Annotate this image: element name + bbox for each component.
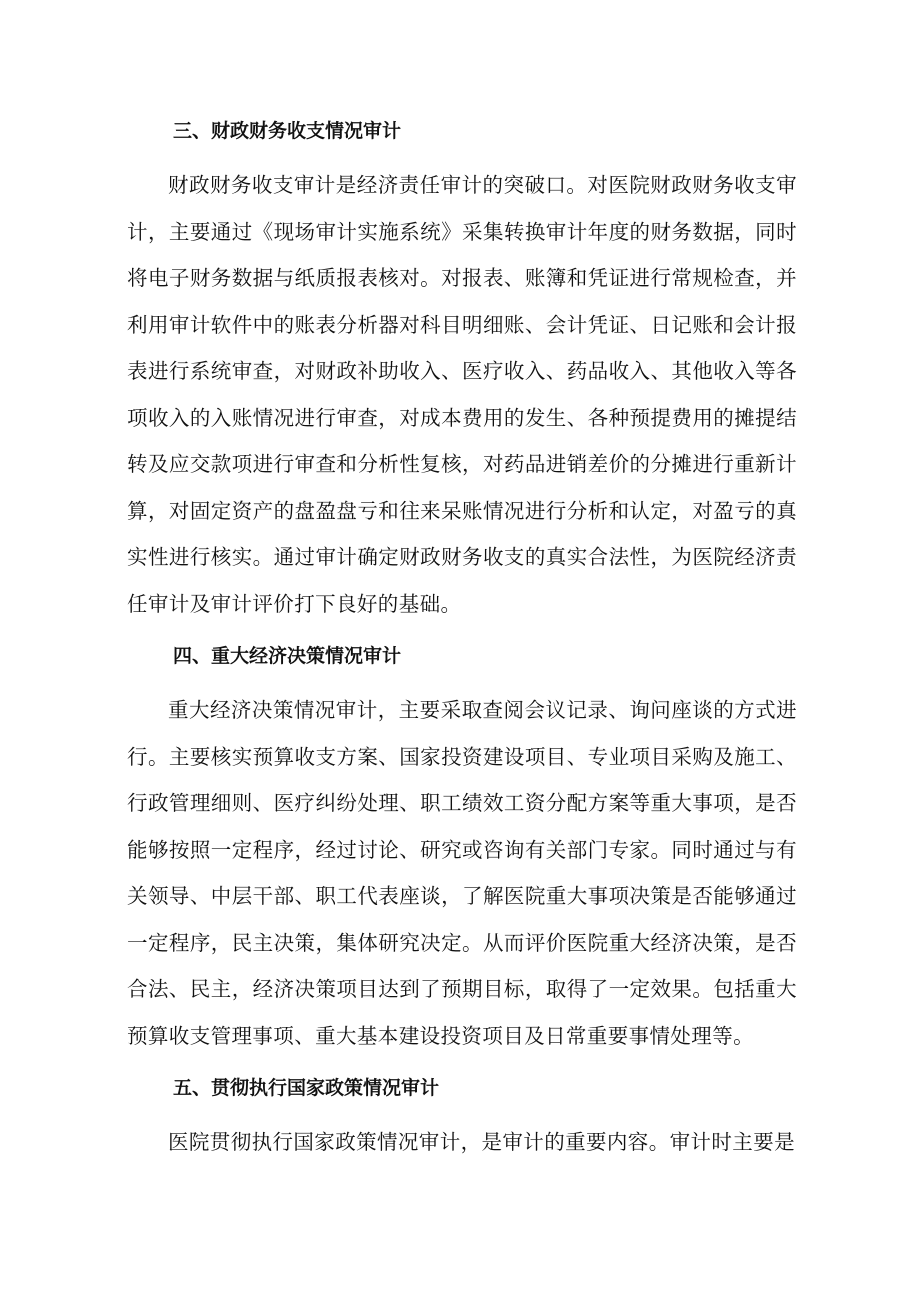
- section-paragraph-4: 重大经济决策情况审计，主要采取查阅会议记录、询问座谈的方式进行。主要核实预算收支方案、国家投资建设项目、专业项目采购及施工、行政管理细则、医疗纠纷处理、职工绩效工资分配方案等重大事项，是否能够按照一定程序，经过讨论、研究或咨询有关部门专家。同时通过与有关领导、中层干部、职工代表座谈，了解医院重大事项决策是否能够通过一定程序，民主决策，集体研究决定。从而评价医院重大经济决策，是否合法、民主，经济决策项目达到了预期目标，取得了一定效果。包括重大预算收支管理事项、重大基本建设投资项目及日常重要事情处理等。: [127, 698, 797, 1048]
- document-body: [127, 118, 797, 1166]
- section-heading-4: 四、重大经济决策情况审计: [173, 645, 402, 667]
- section-heading-5: 五、贯彻执行国家政策情况审计: [173, 1077, 440, 1099]
- section-paragraph-5: 医院贯彻执行国家政策情况审计，是审计的重要内容。审计时主要是: [168, 1130, 795, 1154]
- section-paragraph-3: 财政财务收支审计是经济责任审计的突破口。对医院财政财务收支审计，主要通过《现场审计实施系统》采集转换审计年度的财务数据，同时将电子财务数据与纸质报表核对。对报表、账簿和凭证进行常规检查，并利用审计软件中的账表分析器对科目明细账、会计凭证、日记账和会计报表进行系统审查，对财政补助收入、医疗收入、药品收入、其他收入等各项收入的入账情况进行审查，对成本费用的发生、各种预提费用的摊提结转及应交款项进行审查和分析性复核，对药品进销差价的分摊进行重新计算，对固定资产的盘盈盘亏和往来呆账情况进行分析和认定，对盈亏的真实性进行核实。通过审计确定财政财务收支的真实合法性，为医院经济责任审计及审计评价打下良好的基础。: [127, 173, 797, 616]
- section-heading-3: 三、财政财务收支情况审计: [173, 120, 402, 142]
